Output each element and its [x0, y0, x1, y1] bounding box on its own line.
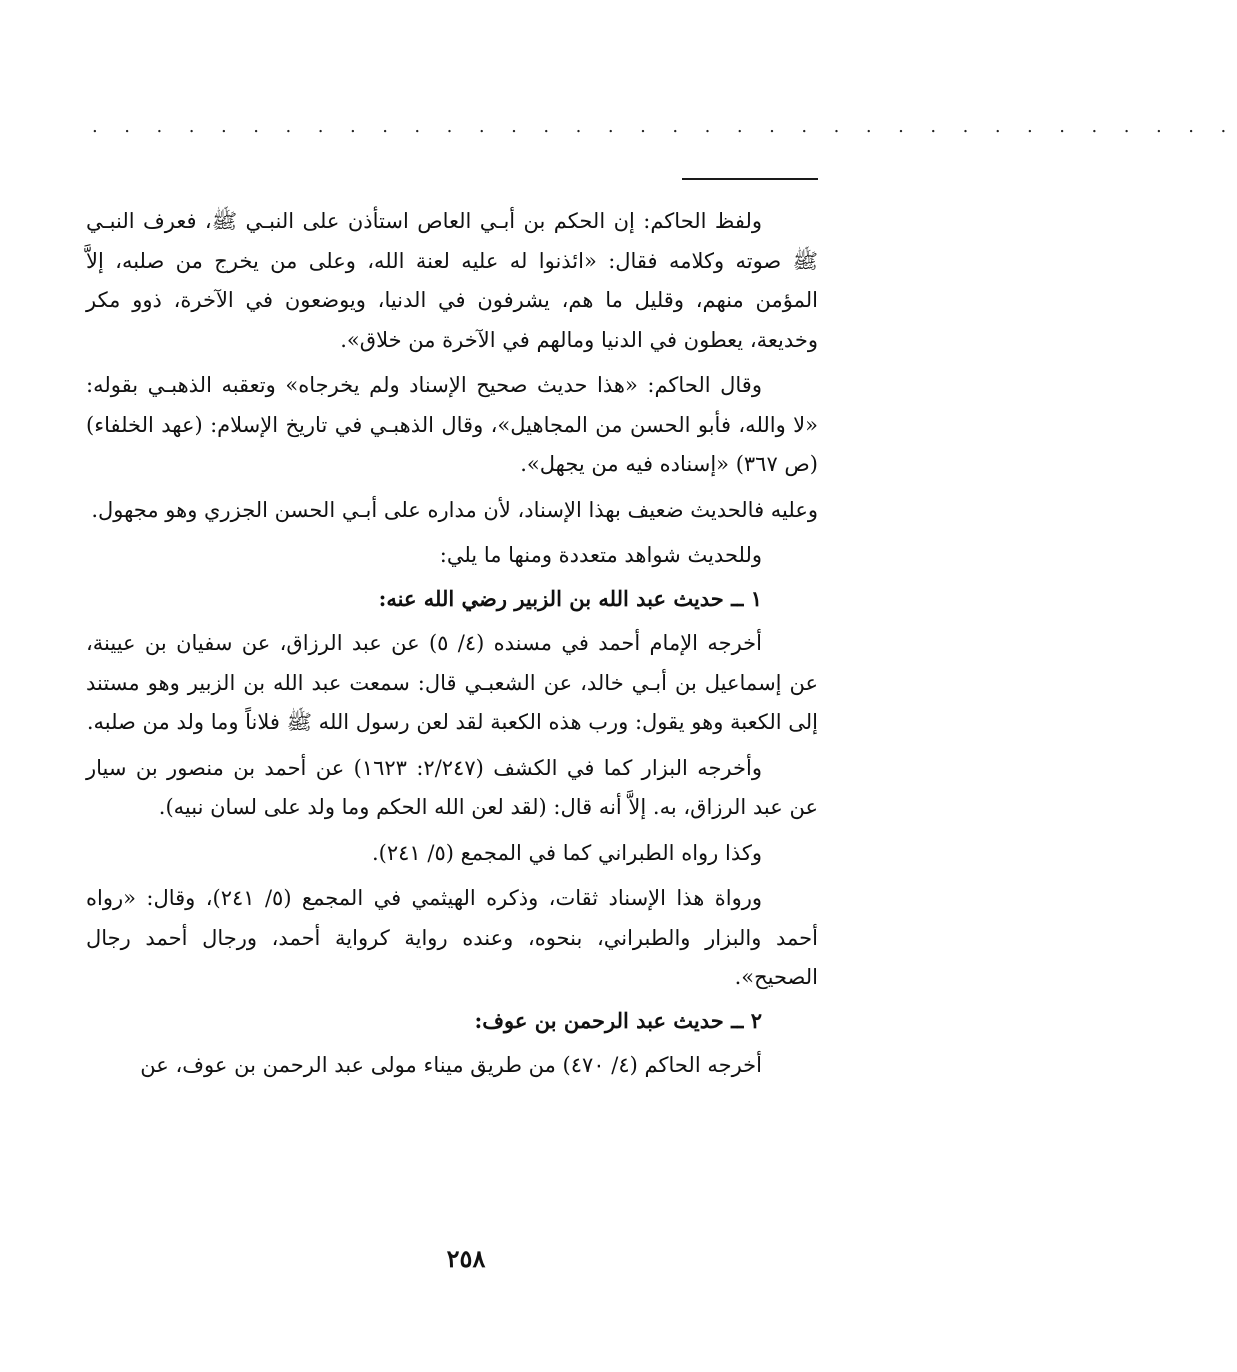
section-heading-1: ١ ــ حديث عبد الله بن الزبير رضي الله عنه:	[378, 585, 762, 611]
page-number: ٢٥٨	[446, 1244, 486, 1273]
paragraph-hakim-2: أخرجه الحاكم (٤/ ٤٧٠) من طريق ميناء مولى عبد الرحمن بن عوف، عن	[140, 1053, 762, 1077]
paragraph-hakam-grading: وقال الحاكم: «هذا حديث صحيح الإسناد ولم يخرجاه» وتعقبه الذهبـي بقوله: «لا والله، فأبو الحسن من المجاهيل»، وقال الذهبـي في تاريخ الإسلام: (عهد الخلفاء) (ص ٣٦٧) «إسناده فيه من يجهل».	[86, 373, 818, 476]
footnote-rule	[682, 178, 818, 180]
paragraph-conclusion: وعليه فالحديث ضعيف بهذا الإسناد، لأن مداره على أبـي الحسن الجزري وهو مجهول.	[91, 497, 818, 522]
paragraph-hakam-wording: ولفظ الحاكم: إن الحكم بن أبـي العاص استأذن على النبـي ﷺ، فعرف النبـي ﷺ صوته وكلامه فقال: «ائذنوا له عليه لعنة الله، وعلى من يخرج من صلبه، إلاَّ المؤمن منهم، وقليل ما هم، يشرفون في الدنيا، ويوضعون في الآخرة، ذوو مكر وخديعة، يعطون في الدنيا ومالهم في الآخرة من خلاق».	[86, 209, 818, 352]
paragraph-haythami: ورواة هذا الإسناد ثقات، وذكره الهيثمي في المجمع (٥/ ٢٤١)، وقال: «رواه أحمد والبزار والطبراني، بنحوه، وعنده رواية كرواية أحمد، ورجال أحمد رجال الصحيح».	[86, 886, 818, 989]
dotted-separator: . . . . . . . . . . . . . . . . . . . . . . . . . . . . . . . . . . . .	[92, 116, 1237, 137]
body-text	[86, 202, 818, 1086]
paragraph-bazzar: وأخرجه البزار كما في الكشف (٢/٢٤٧: ١٦٢٣) عن أحمد بن منصور بن سيار عن عبد الرزاق، به. إلاَّ أنه قال: (لقد لعن الله الحكم وما ولد على لسان نبيه).	[86, 755, 818, 819]
paragraph-tabarani: وكذا رواه الطبراني كما في المجمع (٥/ ٢٤١).	[371, 840, 762, 865]
paragraph-witnesses-intro: وللحديث شواهد متعددة ومنها ما يلي:	[439, 543, 762, 567]
section-heading-2: ٢ ــ حديث عبد الرحمن بن عوف:	[474, 1007, 762, 1033]
paragraph-ahmad: أخرجه الإمام أحمد في مسنده (٤/ ٥) عن عبد الرزاق، عن سفيان بن عيينة، عن إسماعيل بن أبـي خالد، عن الشعبـي قال: سمعت عبد الله بن الزبير وهو مستند إلى الكعبة وهو يقول: ورب هذه الكعبة لقد لعن رسول الله ﷺ فلاناً وما ولد من صلبه.	[86, 631, 818, 734]
